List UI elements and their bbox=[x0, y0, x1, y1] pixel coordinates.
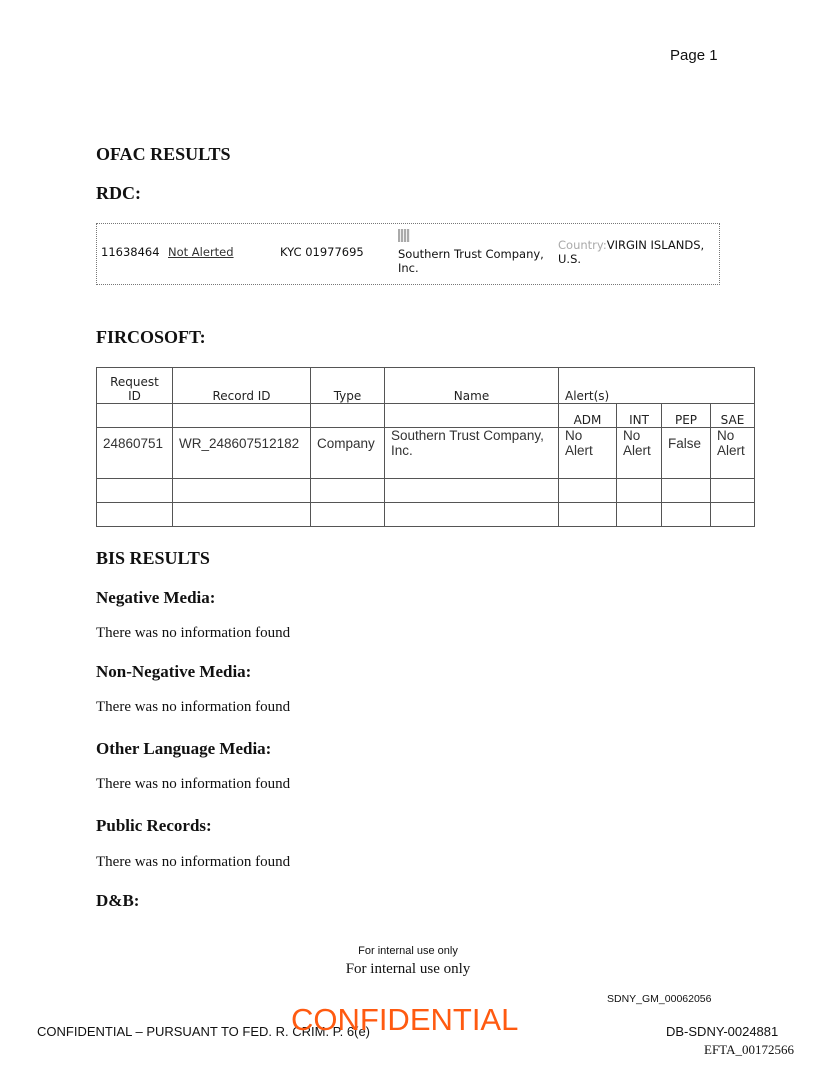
bates-number-db-sdny: DB-SDNY-0024881 bbox=[666, 1024, 779, 1039]
rdc-heading: RDC: bbox=[96, 183, 141, 203]
non-negative-media-heading: Non-Negative Media: bbox=[96, 662, 252, 681]
fircosoft-table bbox=[96, 367, 755, 527]
public-records-heading: Public Records: bbox=[96, 816, 212, 835]
negative-media-heading: Negative Media: bbox=[96, 588, 216, 607]
rdc-name: Southern Trust Company, Inc. bbox=[398, 247, 544, 275]
header-adm: ADM bbox=[559, 404, 617, 428]
confidential-notice: CONFIDENTIAL – PURSUANT TO FED. R. CRIM. P. 6(e) bbox=[37, 1024, 371, 1039]
header-request-id: Request ID bbox=[97, 368, 173, 404]
fircosoft-heading: FIRCOSOFT: bbox=[96, 327, 206, 347]
rdc-status-link[interactable]: Not Alerted bbox=[168, 245, 234, 259]
cell-request-id: 24860751 bbox=[97, 428, 173, 479]
cell-name: Southern Trust Company, Inc. bbox=[385, 428, 559, 479]
rdc-id: 11638464 bbox=[101, 245, 160, 259]
internal-use-small: For internal use only bbox=[358, 945, 458, 957]
header-pep: PEP bbox=[662, 404, 711, 428]
efta-number: EFTA_00172566 bbox=[704, 1042, 794, 1057]
cell-int: No Alert bbox=[617, 428, 662, 479]
cell-pep: False bbox=[662, 428, 711, 479]
dnb-heading: D&B: bbox=[96, 891, 140, 910]
table-row-empty bbox=[97, 503, 755, 527]
confidential-stamp: CONFIDENTIAL bbox=[291, 1002, 519, 1037]
header-type: Type bbox=[311, 368, 385, 404]
building-icon bbox=[398, 229, 410, 242]
header-name: Name bbox=[385, 368, 559, 404]
other-language-media-heading: Other Language Media: bbox=[96, 739, 272, 758]
country-label: Country: bbox=[558, 238, 607, 252]
header-sae: SAE bbox=[711, 404, 755, 428]
cell-sae: No Alert bbox=[711, 428, 755, 479]
negative-media-text: There was no information found bbox=[96, 625, 291, 641]
public-records-text: There was no information found bbox=[96, 854, 291, 870]
rdc-result-box bbox=[96, 223, 720, 285]
bis-heading: BIS RESULTS bbox=[96, 548, 210, 568]
other-language-media-text: There was no information found bbox=[96, 776, 291, 792]
internal-use-large: For internal use only bbox=[345, 961, 471, 977]
header-alerts: Alert(s) bbox=[559, 368, 755, 404]
non-negative-media-text: There was no information found bbox=[96, 699, 291, 715]
table-row-empty bbox=[97, 479, 755, 503]
cell-type: Company bbox=[311, 428, 385, 479]
rdc-country: VIRGIN ISLANDS, U.S. bbox=[558, 238, 705, 266]
page-number: Page 1 bbox=[670, 47, 718, 64]
cell-record-id: WR_248607512182 bbox=[173, 428, 311, 479]
ofac-heading: OFAC RESULTS bbox=[96, 144, 231, 164]
header-int: INT bbox=[617, 404, 662, 428]
bates-number-sdny-gm: SDNY_GM_00062056 bbox=[607, 993, 712, 1005]
table-row bbox=[97, 428, 755, 479]
cell-adm: No Alert bbox=[559, 428, 617, 479]
rdc-kyc: KYC 01977695 bbox=[280, 245, 364, 259]
header-record-id: Record ID bbox=[173, 368, 311, 404]
